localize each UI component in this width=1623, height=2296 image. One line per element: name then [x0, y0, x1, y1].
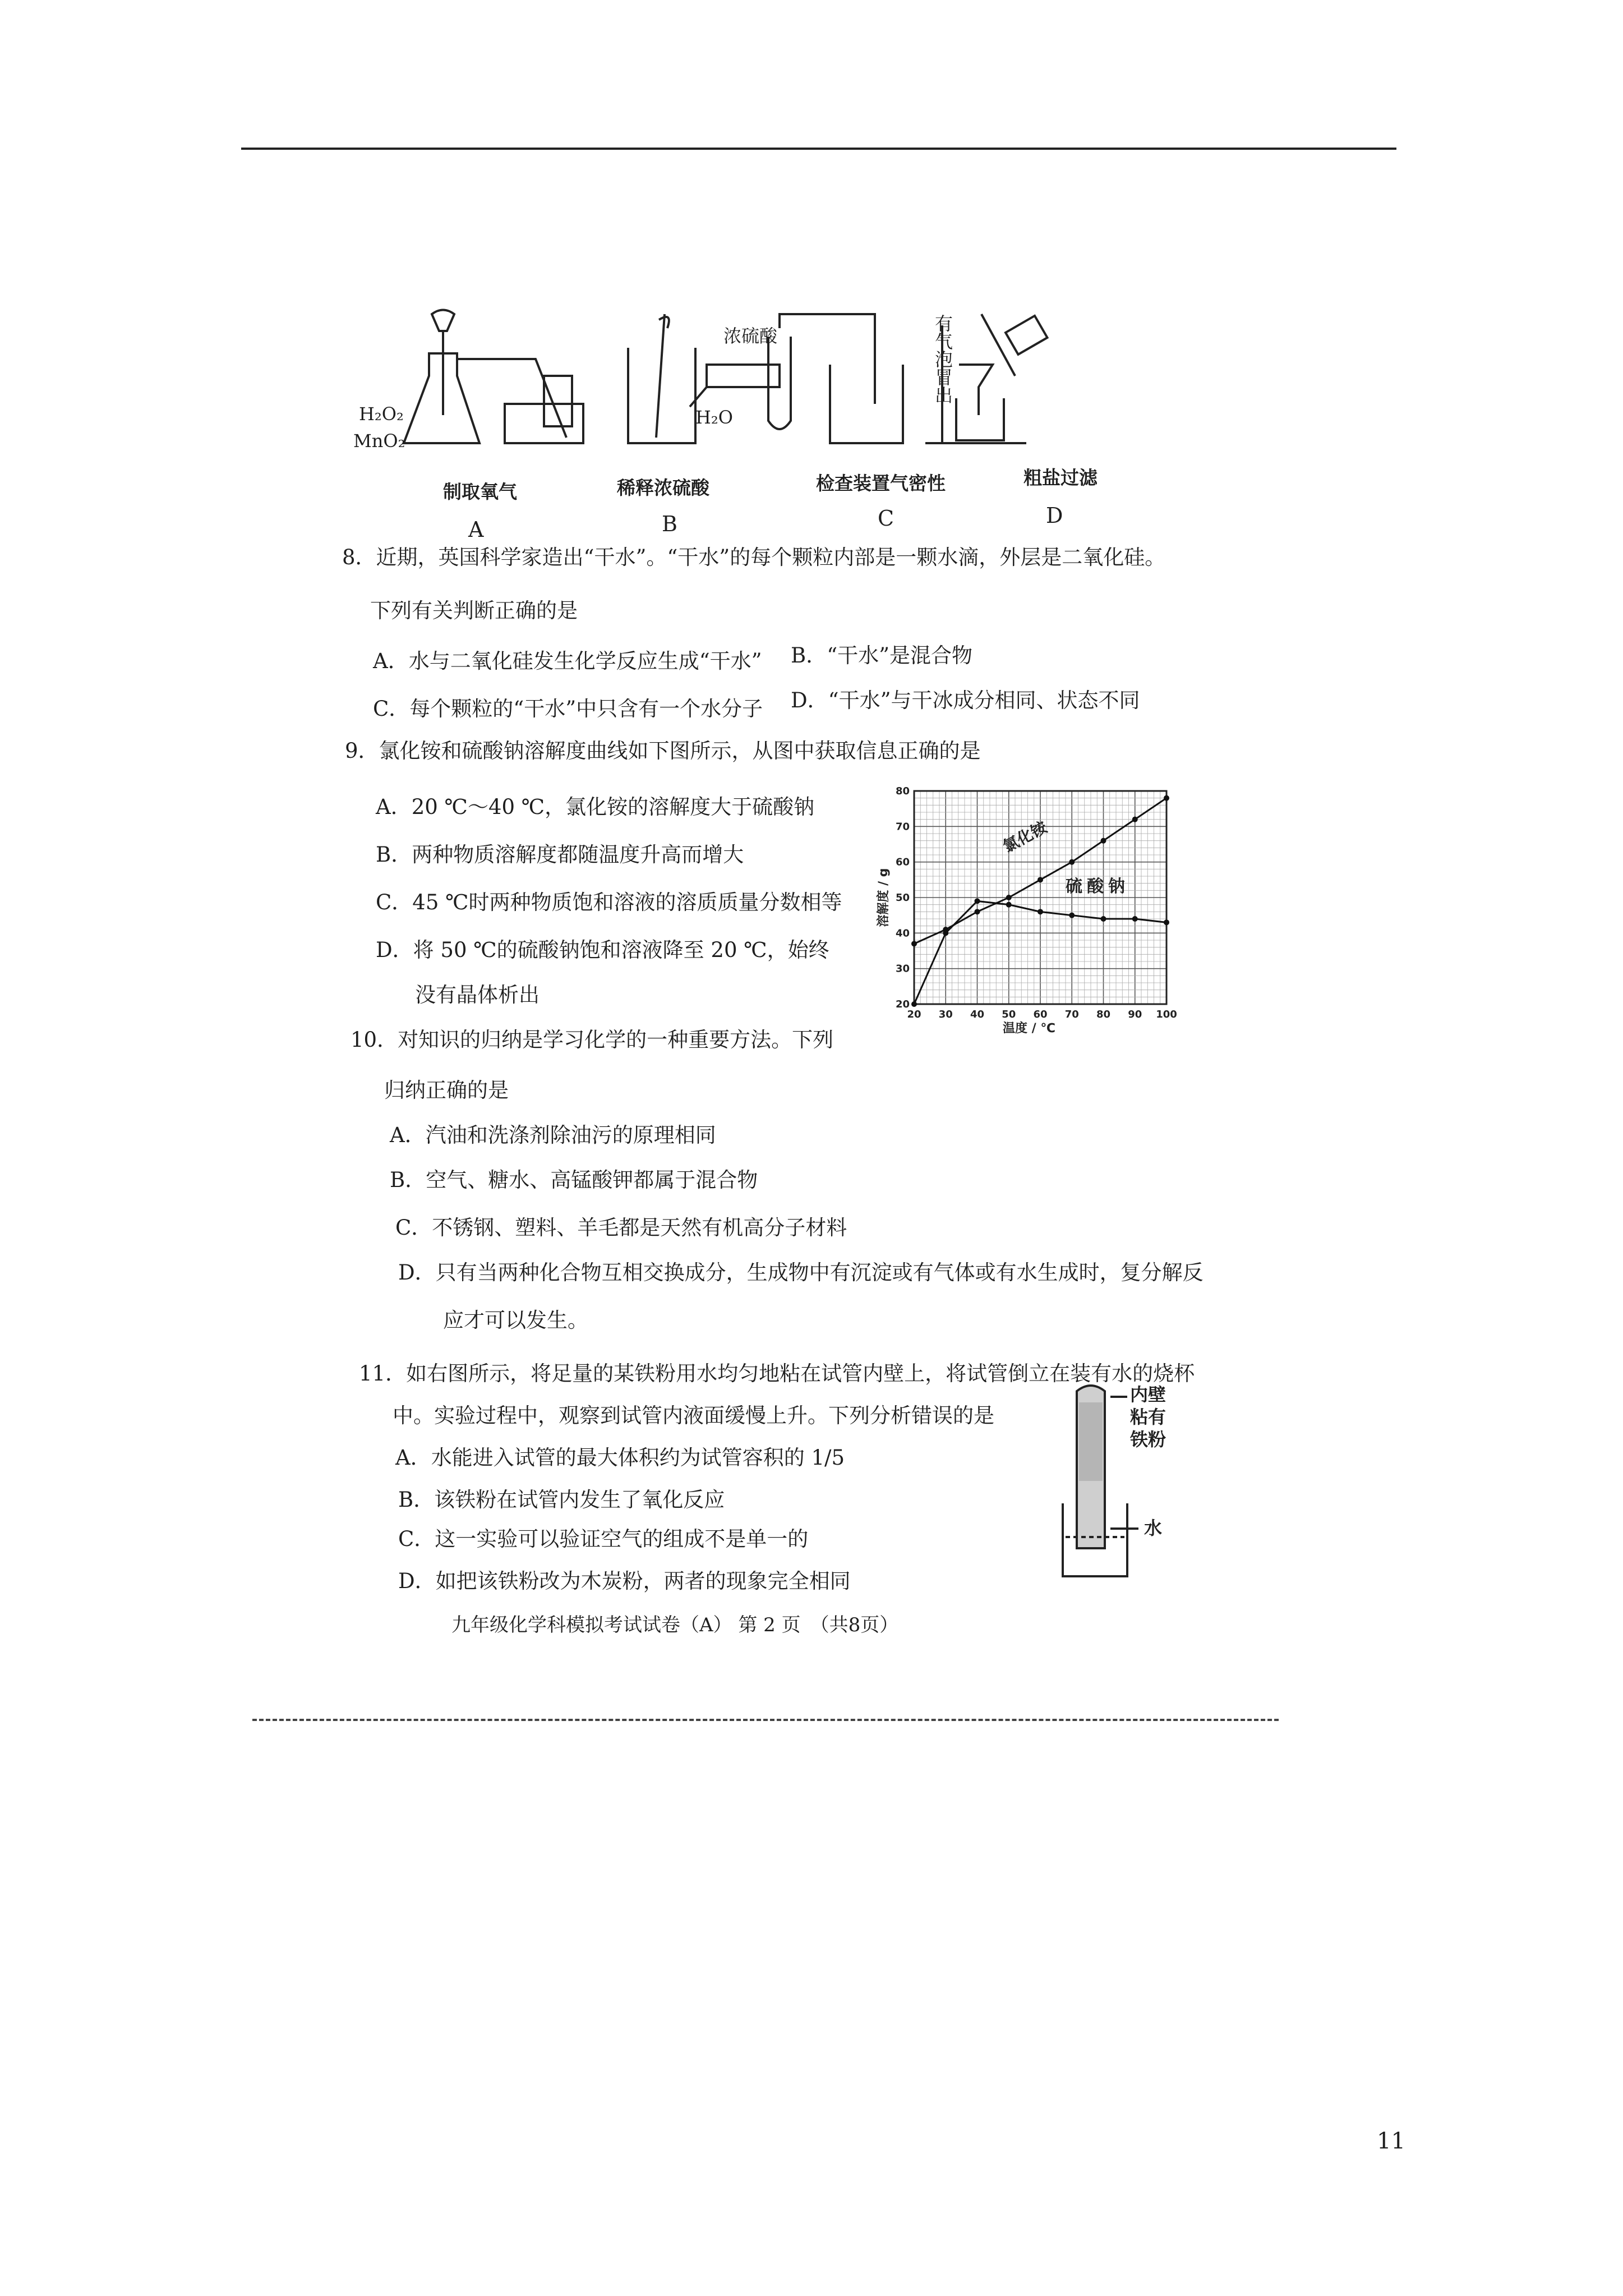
series-point-2 — [1101, 916, 1106, 922]
apparatus-c-tube — [768, 314, 903, 443]
q10-option-a: A．汽油和洗涤剂除油污的原理相同 — [390, 1123, 716, 1147]
page-footer: 九年级化学科模拟考试试卷（A） 第 2 页 （共8页） — [451, 1614, 899, 1636]
series-label-sodium-sulfate: 硫酸钠 — [1066, 877, 1129, 896]
q11-label-water: 水 — [1144, 1517, 1163, 1539]
top-rule — [241, 148, 1396, 150]
q11-stem-line2: 中。实验过程中，观察到试管内液面缓慢上升。下列分析错误的是 — [393, 1404, 994, 1428]
x-tick-label: 40 — [970, 1009, 985, 1020]
q11-option-d: D．如把该铁粉改为木炭粉，两者的现象完全相同 — [398, 1569, 851, 1593]
y-tick-label: 20 — [895, 999, 910, 1010]
x-tick-label: 80 — [1096, 1009, 1111, 1020]
q8-option-b: B．“干水”是混合物 — [791, 643, 973, 668]
letter-a: A — [468, 517, 484, 542]
letter-d: D — [1046, 503, 1063, 528]
label-h2o2: H₂O₂ — [359, 403, 404, 425]
q10-option-c: C．不锈钢、塑料、羊毛都是天然有机高分子材料 — [395, 1216, 847, 1240]
x-tick-label: 50 — [1002, 1009, 1016, 1020]
caption-d: 粗盐过滤 — [1023, 467, 1098, 489]
page-number: 11 — [1377, 2128, 1405, 2154]
q11-option-c: C．这一实验可以验证空气的组成不是单一的 — [398, 1527, 809, 1551]
series-point-2 — [1164, 919, 1169, 925]
q8-option-a: A．水与二氧化硅发生化学反应生成“干水” — [373, 649, 762, 673]
y-tick-label: 50 — [895, 892, 910, 904]
x-tick-label: 100 — [1156, 1009, 1177, 1020]
y-tick-label: 60 — [895, 856, 910, 868]
q9-option-d-line1: D．将 50 ℃的硫酸钠饱和溶液降至 20 ℃，始终 — [376, 938, 829, 962]
q11-option-b: B．该铁粉在试管内发生了氧化反应 — [398, 1488, 725, 1512]
label-mno2: MnO₂ — [353, 430, 405, 452]
series-point-1 — [1101, 838, 1106, 844]
series-point-1 — [911, 941, 917, 946]
y-tick-label: 70 — [895, 821, 910, 833]
chart-x-label: 温度 / ℃ — [1003, 1022, 1055, 1036]
q9-option-d-line2: 没有晶体析出 — [415, 983, 540, 1007]
series-point-2 — [975, 898, 980, 904]
label-h2o: H₂O — [695, 407, 733, 428]
q8-stem-line2: 下列有关判断正确的是 — [370, 599, 578, 623]
series-point-2 — [1006, 902, 1012, 908]
q10-option-b: B．空气、糖水、高锰酸钾都属于混合物 — [390, 1168, 758, 1192]
q10-option-d-line1: D．只有当两种化合物互相交换成分，生成物中有沉淀或有气体或有水生成时，复分解反 — [398, 1260, 1204, 1285]
solubility-chart — [875, 780, 1189, 1038]
bottom-rule — [252, 1719, 1279, 1721]
x-tick-label: 90 — [1128, 1009, 1142, 1020]
q11-label-inner-wall: 内壁 — [1130, 1384, 1166, 1405]
q11-label-iron-powder: 铁粉 — [1130, 1429, 1166, 1450]
q9-stem: 9．氯化铵和硫酸钠溶解度曲线如下图所示，从图中获取信息正确的是 — [345, 739, 981, 763]
x-tick-label: 20 — [907, 1009, 921, 1020]
label-conc-acid: 浓硫酸 — [723, 325, 778, 347]
series-point-2 — [943, 930, 948, 936]
q11-label-coated: 粘有 — [1130, 1406, 1166, 1428]
series-label-ammonium-chloride: 氯化铵 — [999, 817, 1050, 857]
y-tick-label: 40 — [895, 927, 910, 940]
caption-c: 检查装置气密性 — [816, 472, 946, 494]
series-point-2 — [1132, 916, 1138, 922]
x-tick-label: 60 — [1033, 1009, 1048, 1020]
x-tick-label: 70 — [1064, 1009, 1079, 1020]
q11-option-a: A．水能进入试管的最大体积约为试管容积的 1/5 — [395, 1446, 845, 1470]
q10-stem-line2: 归纳正确的是 — [384, 1078, 509, 1102]
y-tick-label: 30 — [895, 963, 910, 975]
apparatus-a-flask — [404, 310, 583, 444]
q8-stem-line1: 8．近期，英国科学家造出“干水”。“干水”的每个颗粒内部是一颗水滴，外层是二氧化硅。 — [342, 545, 1166, 569]
letter-b: B — [662, 512, 677, 536]
q8-option-c: C．每个颗粒的“干水”中只含有一个水分子 — [373, 697, 763, 721]
series-point-1 — [1006, 895, 1012, 900]
series-point-1 — [1132, 817, 1138, 822]
q9-option-c: C．45 ℃时两种物质饱和溶液的溶质质量分数相等 — [376, 890, 842, 914]
x-tick-label: 30 — [938, 1009, 953, 1020]
letter-c: C — [878, 506, 895, 531]
q11-stem-line1: 11．如右图所示，将足量的某铁粉用水均匀地粘在试管内壁上，将试管倒立在装有水的烧杯 — [359, 1361, 1195, 1386]
series-point-1 — [1069, 859, 1075, 865]
q10-option-d-line2: 应才可以发生。 — [443, 1308, 588, 1332]
label-bubbles: 有气泡冒出 — [932, 314, 953, 404]
q9-option-a: A．20 ℃～40 ℃，氯化铵的溶解度大于硫酸钠 — [376, 795, 815, 819]
q8-option-d: D．“干水”与干冰成分相同、状态不同 — [791, 688, 1140, 712]
series-point-2 — [1069, 913, 1075, 918]
series-point-2 — [1038, 909, 1043, 914]
series-point-2 — [911, 1001, 917, 1007]
series-point-1 — [975, 909, 980, 914]
q9-option-b: B．两种物质溶解度都随温度升高而增大 — [376, 843, 744, 867]
caption-b: 稀释浓硫酸 — [617, 477, 709, 499]
series-point-1 — [1038, 877, 1043, 882]
series-point-1 — [1164, 795, 1169, 801]
caption-a: 制取氧气 — [443, 481, 517, 503]
chart-y-label: 溶解度 / g — [877, 868, 891, 927]
y-tick-label: 80 — [895, 785, 910, 797]
q10-stem-line1: 10．对知识的归纳是学习化学的一种重要方法。下列 — [351, 1028, 834, 1052]
